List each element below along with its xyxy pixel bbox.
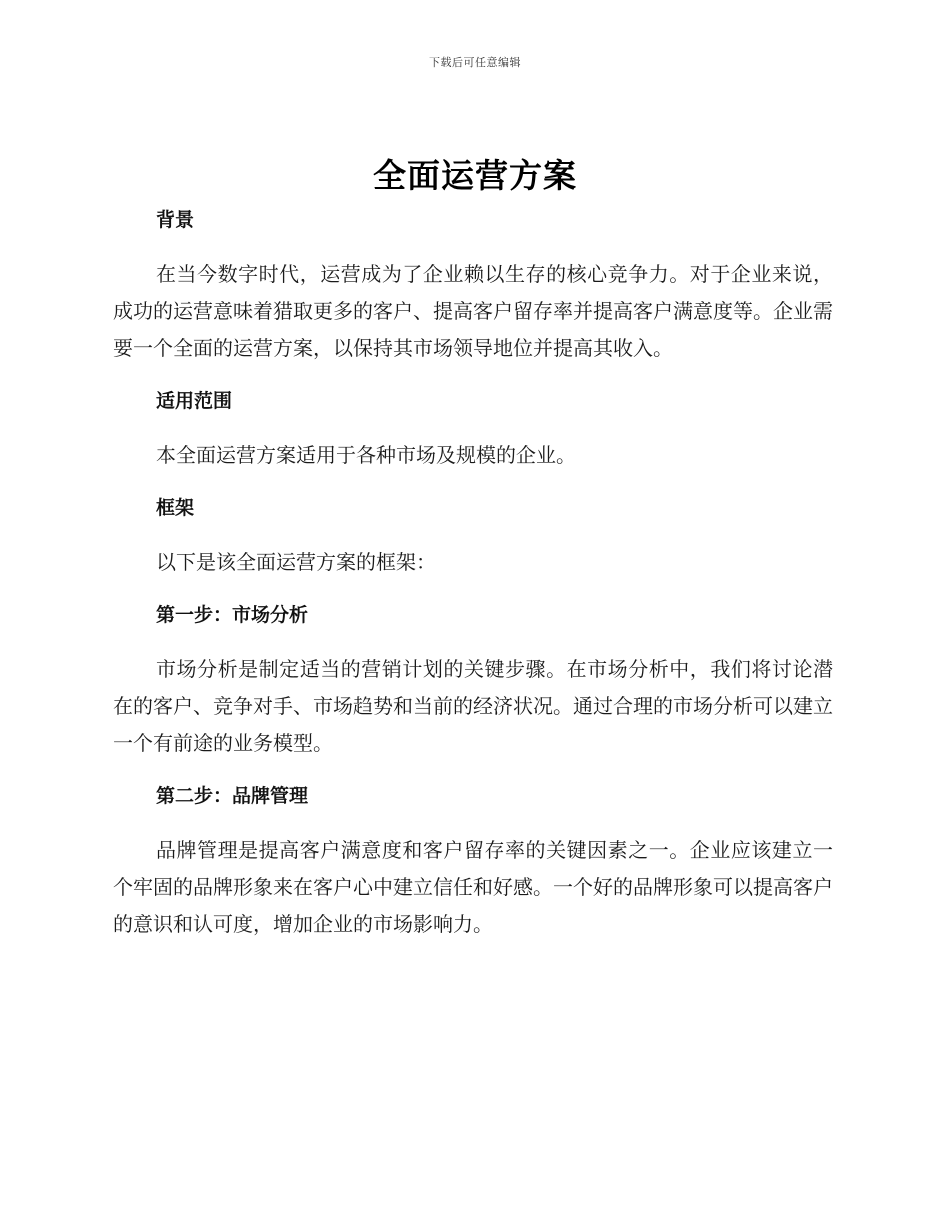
section-paragraph-market-analysis: 市场分析是制定适当的营销计划的关键步骤。在市场分析中，我们将讨论潜在的客户、竞争对手、市场趋势和当前的经济状况。通过合理的市场分析可以建立一个有前途的业务模型。 [113,657,833,755]
section-paragraph-scope: 本全面运营方案适用于各种市场及规模的企业。 [156,443,576,467]
section-paragraph-background: 在当今数字时代，运营成为了企业赖以生存的核心竞争力。对于企业来说，成功的运营意味着猎取更多的客户、提高客户留存率并提高客户满意度等。企业需要一个全面的运营方案，以保持其市场领导地位并提高其收入。 [113,262,833,360]
section-heading-market-analysis: 第一步：市场分析 [156,604,309,626]
section-heading-scope: 适用范围 [156,390,233,412]
document-body [113,202,833,943]
section-paragraph-framework: 以下是该全面运营方案的框架： [156,550,436,574]
section-heading-framework: 框架 [156,497,195,519]
section-heading-brand-management: 第二步：品牌管理 [156,785,309,807]
header-note: 下载后可任意编辑 [429,56,521,69]
section-heading-background: 背景 [156,209,195,231]
section-paragraph-brand-management: 品牌管理是提高客户满意度和客户留存率的关键因素之一。企业应该建立一个牢固的品牌形象来在客户心中建立信任和好感。一个好的品牌形象可以提高客户的意识和认可度，增加企业的市场影响力。 [113,838,833,936]
document-title: 全面运营方案 [373,156,577,195]
